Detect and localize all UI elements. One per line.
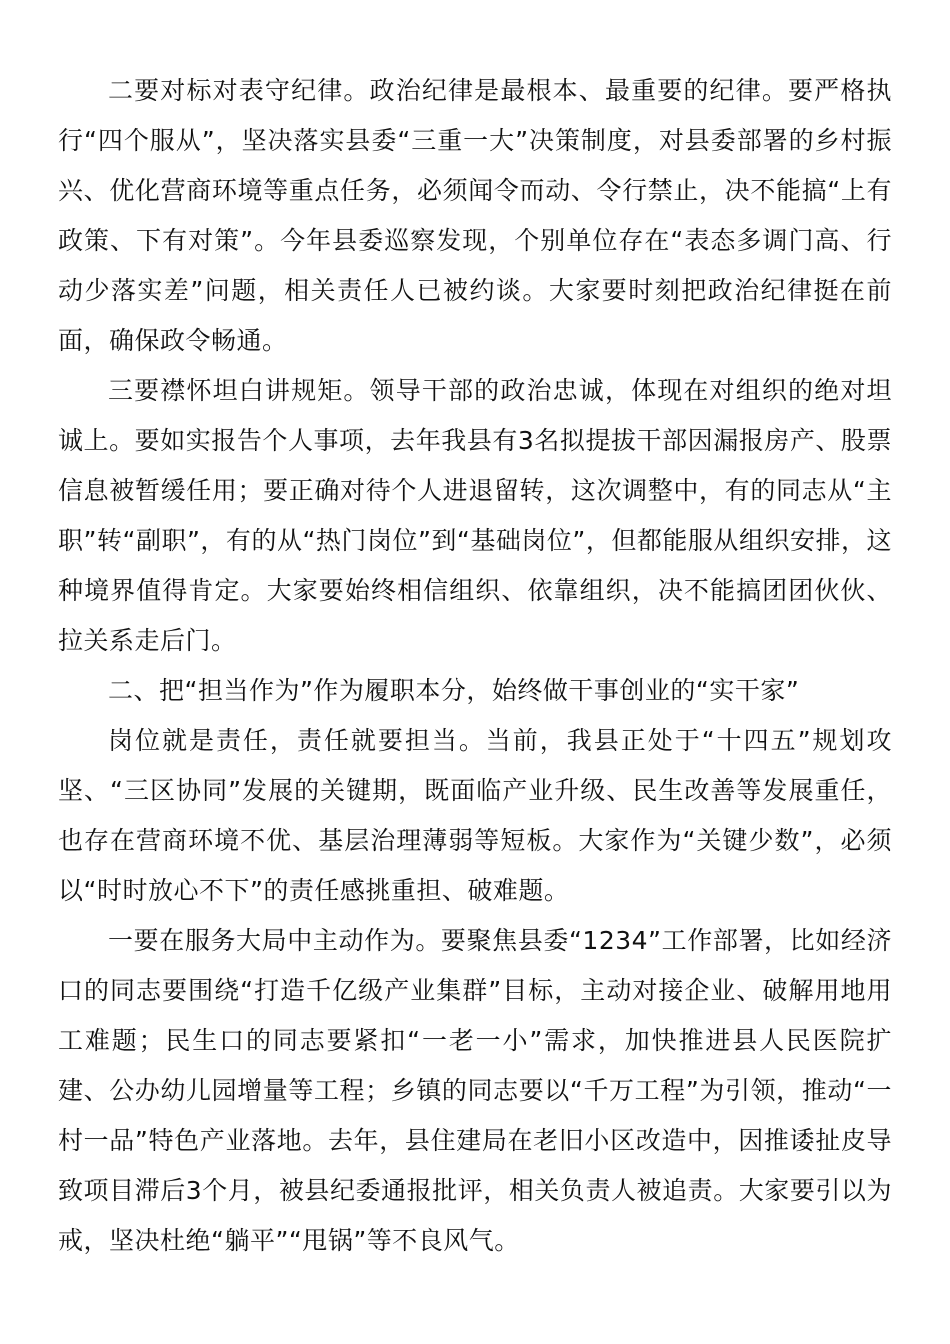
paragraph-responsibility: 岗位就是责任，责任就要担当。当前，我县正处于“十四五”规划攻坚、“三区协同”发展的关键期，既面临产业升级、民生改善等发展重任，也存在营商环境不优、基层治理薄弱等短板。大家作为“关键少数”，必须以“时时放心不下”的责任感挑重担、破难题。 [58,726,892,905]
paragraph-discipline: 二要对标对表守纪律。政治纪律是最根本、最重要的纪律。要严格执行“四个服从”，坚决落实县委“三重一大”决策制度，对县委部署的乡村振兴、优化营商环境等重点任务，必须闻令而动、令行禁止，决不能搞“上有政策、下有对策”。今年县委巡察发现，个别单位存在“表态多调门高、行动少落实差”问题，相关责任人已被约谈。大家要时刻把政治纪律挺在前面，确保政令畅通。 [58,76,892,355]
document-body [58,66,892,1266]
paragraph-serve-overall: 一要在服务大局中主动作为。要聚焦县委“1234”工作部署，比如经济口的同志要围绕“打造千亿级产业集群”目标，主动对接企业、破解用地用工难题；民生口的同志要紧扣“一老一小”需求，加快推进县人民医院扩建、公办幼儿园增量等工程；乡镇的同志要以“千万工程”为引领，推动“一村一品”特色产业落地。去年，县住建局在老旧小区改造中，因推诿扯皮导致项目滞后3个月，被县纪委通报批评，相关负责人被追责。大家要引以为戒，坚决杜绝“躺平”“甩锅”等不良风气。 [58,926,892,1255]
section-heading: 二、把“担当作为”作为履职本分，始终做干事创业的“实干家” [108,676,800,705]
paragraph-rules: 三要襟怀坦白讲规矩。领导干部的政治忠诚，体现在对组织的绝对坦诚上。要如实报告个人事项，去年我县有3名拟提拔干部因漏报房产、股票信息被暂缓任用；要正确对待个人进退留转，这次调整中，有的同志从“主职”转“副职”，有的从“热门岗位”到“基础岗位”，但都能服从组织安排，这种境界值得肯定。大家要始终相信组织、依靠组织，决不能搞团团伙伙、拉关系走后门。 [58,376,892,655]
